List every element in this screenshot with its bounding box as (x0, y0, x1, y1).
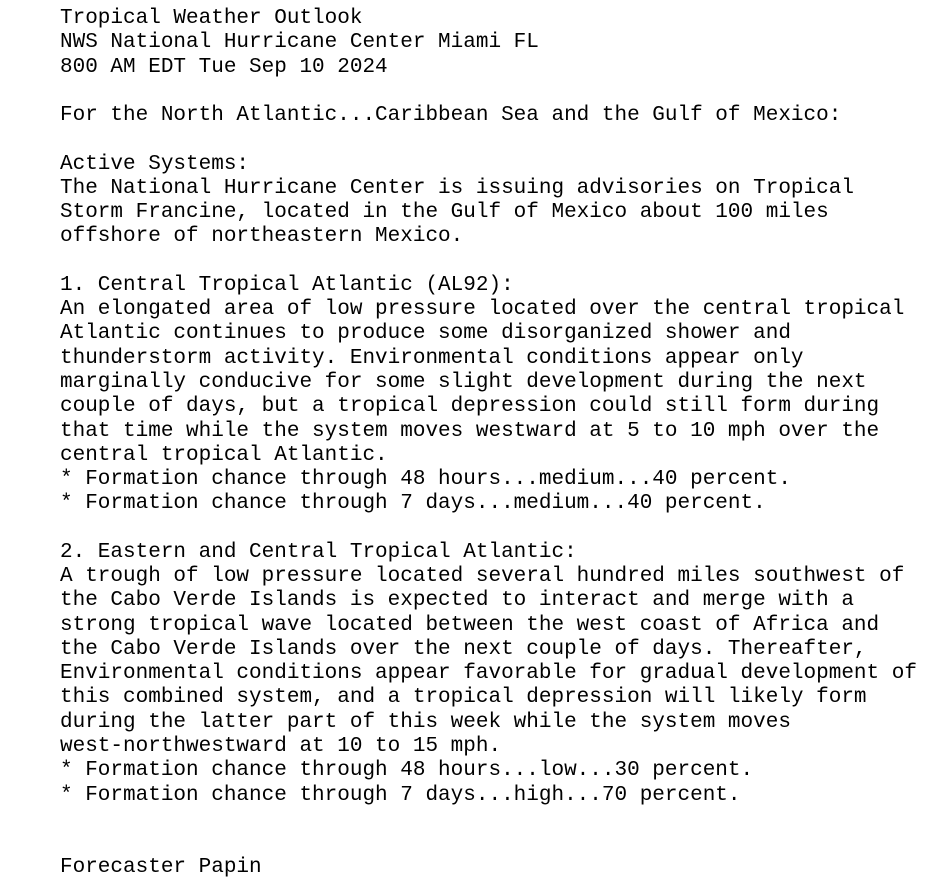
region-line: For the North Atlantic...Caribbean Sea and the Gulf of Mexico: (60, 104, 842, 128)
system-1-text: that time while the system moves westward at 5 to 10 mph over the (60, 419, 880, 443)
system-1-text: An elongated area of low pressure located over the central tropical (60, 298, 905, 322)
active-systems-text: Storm Francine, located in the Gulf of Mexico about 100 miles (60, 201, 829, 225)
system-1-text: couple of days, but a tropical depression could still form during (60, 395, 880, 419)
document-title: Tropical Weather Outlook (60, 7, 363, 30)
blank-line (60, 250, 950, 274)
system-1-chance-48h: * Formation chance through 48 hours...medium...40 percent. (60, 468, 791, 492)
system-2-text: strong tropical wave located between the west coast of Africa and (60, 613, 880, 637)
blank-line (60, 128, 950, 152)
system-2-text: Environmental conditions appear favorable for gradual development of (60, 662, 917, 686)
active-systems-text: offshore of northeastern Mexico. (60, 225, 464, 249)
system-2-text: the Cabo Verde Islands over the next couple of days. Thereafter, (60, 637, 867, 661)
blank-line (60, 80, 950, 104)
system-2-chance-48h: * Formation chance through 48 hours...low...30 percent. (60, 759, 754, 783)
active-systems-heading: Active Systems: (60, 152, 250, 176)
system-1-text: Atlantic continues to produce some disorganized shower and (60, 322, 791, 346)
system-2-text: this combined system, and a tropical depression will likely form (60, 686, 867, 710)
system-1-text: thunderstorm activity. Environmental conditions appear only (60, 346, 804, 370)
system-2-text: west-northwestward at 10 to 15 mph. (60, 734, 502, 758)
blank-line (60, 808, 950, 832)
system-2-text: the Cabo Verde Islands is expected to interact and merge with a (60, 589, 854, 613)
system-1-text: central tropical Atlantic. (60, 443, 388, 467)
system-1-text: marginally conducive for some slight development during the next (60, 370, 867, 394)
forecaster-signature: Forecaster Papin (60, 856, 262, 880)
system-2-chance-7d: * Formation chance through 7 days...high...70 percent. (60, 783, 741, 807)
blank-line (60, 832, 950, 856)
active-systems-text: The National Hurricane Center is issuing advisories on Tropical (60, 176, 854, 200)
system-2-text: A trough of low pressure located several hundred miles southwest of (60, 565, 905, 589)
issue-time: 800 AM EDT Tue Sep 10 2024 (60, 55, 388, 79)
system-1-chance-7d: * Formation chance through 7 days...medium...40 percent. (60, 492, 766, 516)
system-1-heading: 1. Central Tropical Atlantic (AL92): (60, 273, 514, 297)
blank-line (60, 517, 950, 541)
system-2-heading: 2. Eastern and Central Tropical Atlantic: (60, 540, 577, 564)
system-2-text: during the latter part of this week while the system moves (60, 710, 791, 734)
issuing-office: NWS National Hurricane Center Miami FL (60, 31, 539, 55)
